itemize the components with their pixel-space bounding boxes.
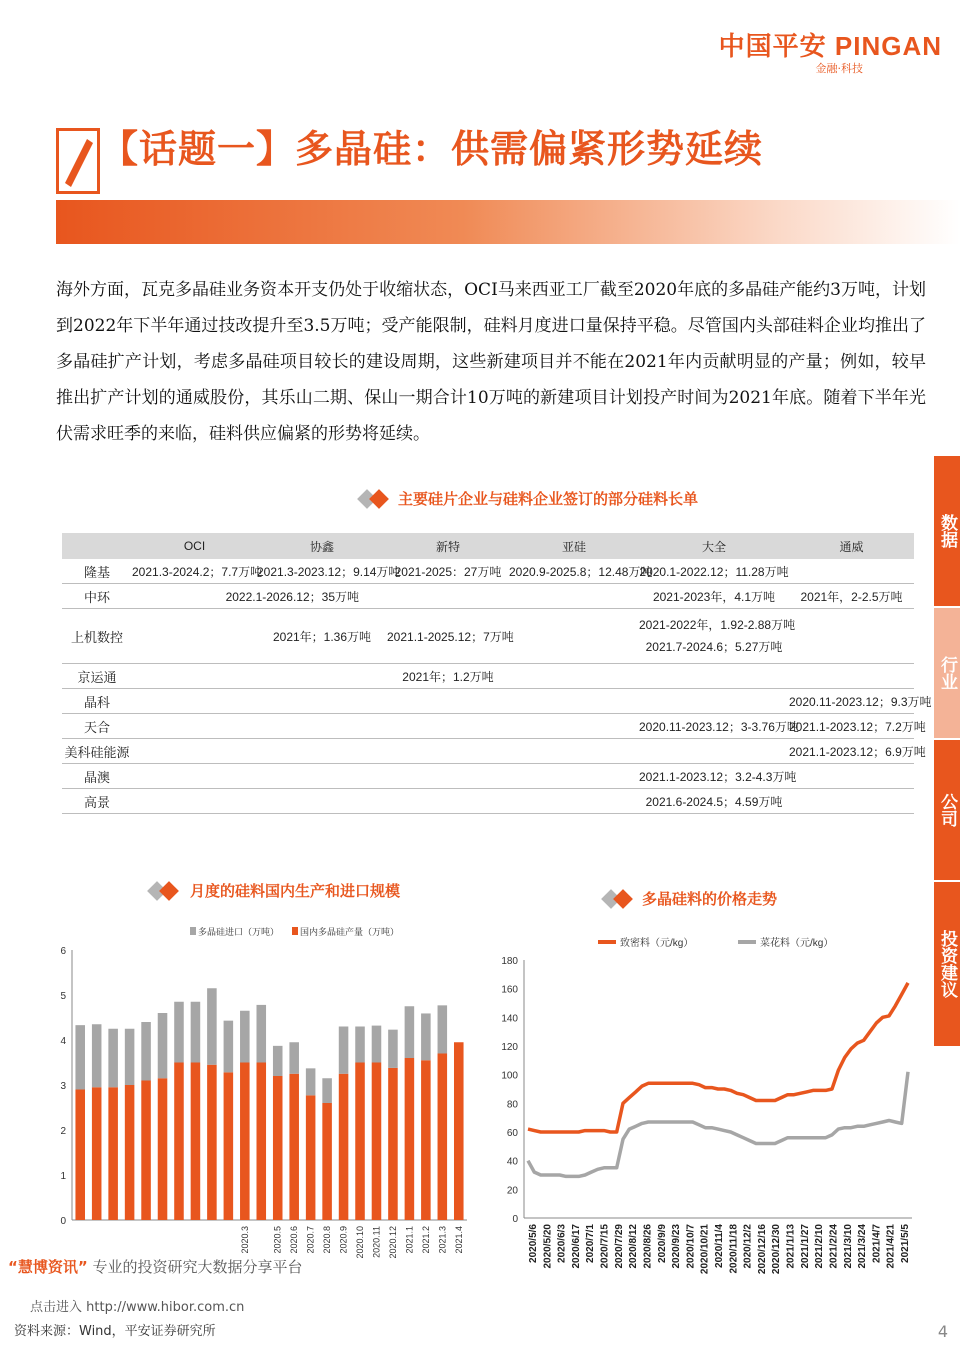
y-tick-label: 2 <box>60 1126 66 1137</box>
x-tick-label: 2020/12/16 <box>756 1224 768 1275</box>
table-cell: 2020.11-2023.12；3-3.76万吨 <box>639 714 789 739</box>
x-tick-label: 2021/1/13 <box>785 1224 797 1269</box>
x-tick-label: 2020/8/26 <box>642 1224 654 1269</box>
table-row <box>62 789 914 814</box>
table-cell: 2021.3-2023.12；9.14万吨 <box>257 559 387 584</box>
bar-production <box>322 1103 332 1220</box>
y-tick-label: 160 <box>501 984 518 996</box>
row-name: 天合 <box>62 714 132 739</box>
legend-swatch <box>190 927 196 935</box>
bar-import <box>108 1029 118 1088</box>
sidebar-tab-data[interactable]: 数据 <box>934 456 960 606</box>
bar-import <box>388 1030 398 1068</box>
y-tick-label: 40 <box>506 1156 518 1168</box>
table-cell: 2021.1-2025.12；7万吨 <box>387 609 509 664</box>
table-cell: 2021.6-2024.5；4.59万吨 <box>639 789 789 814</box>
x-tick-label: 2020.7 <box>305 1226 316 1254</box>
x-tick-label: 2021.1 <box>404 1226 415 1254</box>
pencil-icon <box>59 131 97 191</box>
bar-production <box>158 1078 168 1220</box>
x-tick-label: 2020.3 <box>239 1226 250 1254</box>
bar-production <box>405 1058 415 1220</box>
table-cell-line: 2021-2022年，1.92-2.88万吨 <box>639 618 796 632</box>
table-cell: 2021.1-2023.12；7.2万吨 <box>789 714 914 739</box>
table-cell: 2021.3-2024.2；7.7万吨 <box>132 559 257 584</box>
table-cell: 2020.11-2023.12；9.3万吨 <box>789 689 914 714</box>
page-number: 4 <box>937 1322 948 1341</box>
row-name: 晶澳 <box>62 764 132 789</box>
x-tick-label: 2021/3/10 <box>842 1224 854 1269</box>
bar-import <box>438 1005 448 1053</box>
bar-import <box>339 1027 349 1074</box>
bar-import <box>207 988 217 1065</box>
table-header: 新特 <box>387 533 509 559</box>
legend-label: 多晶硅进口（万吨） <box>198 927 280 937</box>
body-paragraph: 海外方面，瓦克多晶硅业务资本开支仍处于收缩状态，OCI马来西亚工厂截至2020年底的多晶硅产能约3万吨，计划到2022年下半年通过技改提升至3.5万吨；受产能限制，硅料月度进口量保持平稳。尽管国内头部硅料企业均推出了多晶硅扩产计划，考虑多晶硅项目较长的建设周期，这些新建项目并不能在2021年内贡献明显的产量；例如，较早推出扩产计划的通威股份，其乐山二期、保山一期合计10万吨的新建项目计划投产时间为2021年底。随着下半年光伏需求旺季的来临，硅料供应偏紧的形势将延续。 <box>56 280 926 444</box>
watermark-text: 专业的投资研究大数据分享平台 <box>92 1258 303 1276</box>
row-name: 高景 <box>62 789 132 814</box>
bar-import <box>405 1006 415 1058</box>
bar-import <box>306 1068 316 1095</box>
table-row <box>62 689 914 714</box>
x-tick-label: 2021.4 <box>453 1226 464 1254</box>
bar-import <box>75 1025 85 1089</box>
bar-production <box>256 1063 266 1221</box>
x-tick-label: 2020/11/18 <box>728 1224 740 1274</box>
bar-production <box>207 1065 217 1220</box>
watermark-banner <box>8 1256 303 1277</box>
bar-import <box>158 1013 168 1078</box>
y-tick-label: 3 <box>60 1081 66 1092</box>
y-tick-label: 100 <box>501 1070 518 1082</box>
row-name: 晶科 <box>62 689 132 714</box>
right-chart-title: 多晶硅料的价格走势 <box>642 890 778 908</box>
bar-import <box>191 1002 201 1063</box>
y-tick-label: 0 <box>60 1216 66 1227</box>
bar-production <box>454 1042 464 1220</box>
x-tick-label: 2020.5 <box>272 1226 283 1254</box>
table-cell: 2021年；1.36万吨 <box>257 609 387 664</box>
production-import-chart <box>40 915 480 1315</box>
x-tick-label: 2020/12/30 <box>771 1224 783 1275</box>
bar-production <box>108 1087 118 1220</box>
legend-swatch <box>292 927 298 935</box>
logo-tagline: 金融·科技 <box>815 62 863 75</box>
bar-import <box>224 1021 234 1073</box>
x-tick-label: 2021/4/21 <box>885 1224 897 1269</box>
right-sidebar <box>934 456 960 1046</box>
y-tick-label: 6 <box>60 946 66 957</box>
bar-import <box>174 1002 184 1063</box>
x-tick-label: 2021/4/7 <box>871 1224 883 1263</box>
table-row <box>62 664 914 689</box>
table-row <box>62 559 914 584</box>
watermark-link[interactable]: 点击进入 http://www.hibor.com.cn <box>30 1300 245 1315</box>
table-cell: 2020.1-2022.12；11.28万吨 <box>639 559 789 584</box>
y-tick-label: 4 <box>60 1036 66 1047</box>
table-cell: 2021年；1.2万吨 <box>387 664 509 689</box>
y-tick-label: 180 <box>501 956 518 967</box>
bar-production <box>174 1063 184 1221</box>
legend-label: 致密料（元/kg） <box>620 938 694 949</box>
bar-import <box>256 1005 266 1063</box>
table-row <box>62 609 914 664</box>
x-tick-label: 2020/10/21 <box>699 1224 711 1275</box>
sidebar-tab-company[interactable]: 公司 <box>934 740 960 880</box>
y-tick-label: 60 <box>506 1128 518 1139</box>
y-tick-label: 140 <box>501 1013 518 1025</box>
bar-import <box>273 1046 283 1076</box>
row-name: 美科硅能源 <box>62 739 132 764</box>
x-tick-label: 2020.8 <box>322 1226 333 1254</box>
table-cell: 2021.1-2023.12；3.2-4.3万吨 <box>639 764 789 789</box>
y-tick-label: 5 <box>60 991 66 1002</box>
bar-production <box>224 1072 234 1220</box>
table-cell: 2021-2023年，4.1万吨 <box>639 584 789 609</box>
title-icon-box <box>56 128 100 194</box>
bar-import <box>92 1024 102 1087</box>
table-header <box>62 533 132 559</box>
y-tick-label: 80 <box>506 1099 518 1111</box>
bar-import <box>240 1011 250 1063</box>
bar-production <box>141 1081 151 1221</box>
table-header: 通威 <box>789 533 914 559</box>
bar-production <box>240 1063 250 1221</box>
bar-production <box>273 1076 283 1220</box>
x-tick-label: 2020/7/29 <box>613 1224 625 1269</box>
table-header: 大全 <box>639 533 789 559</box>
table-row <box>62 764 914 789</box>
source-note: 资料来源：Wind，平安证券研究所 <box>14 1324 216 1339</box>
x-tick-label: 2020/8/12 <box>628 1224 640 1269</box>
x-tick-label: 2020/9/23 <box>671 1224 683 1269</box>
y-tick-label: 0 <box>512 1214 518 1225</box>
table-header: OCI <box>132 533 257 559</box>
x-tick-label: 2021.3 <box>437 1226 448 1254</box>
contract-table <box>62 533 932 814</box>
y-tick-label: 20 <box>506 1185 518 1197</box>
x-tick-label: 2020/6/3 <box>556 1224 568 1263</box>
bar-production <box>421 1060 431 1220</box>
x-tick-label: 2021.2 <box>420 1226 431 1254</box>
watermark-brand: “慧博资讯” <box>8 1258 88 1276</box>
table-cell: 2021年，2-2.5万吨 <box>789 584 914 609</box>
x-tick-label: 2020.6 <box>289 1226 300 1254</box>
x-tick-label: 2020/5/20 <box>542 1224 554 1269</box>
bar-import <box>125 1029 135 1085</box>
x-tick-label: 2020/7/15 <box>599 1224 611 1269</box>
x-tick-label: 2020/9/9 <box>656 1224 668 1263</box>
title-band <box>56 200 960 244</box>
bar-production <box>388 1068 398 1220</box>
bar-production <box>355 1063 365 1221</box>
table-header-row <box>62 533 914 559</box>
bar-production <box>125 1085 135 1220</box>
x-tick-label: 2021/2/10 <box>814 1224 826 1269</box>
table-header: 协鑫 <box>257 533 387 559</box>
legend-label: 菜花料（元/kg） <box>760 938 834 949</box>
bar-import <box>421 1013 431 1060</box>
y-tick-label: 1 <box>60 1171 66 1182</box>
x-tick-label: 2020/5/6 <box>528 1224 539 1263</box>
x-tick-label: 2020/12/2 <box>742 1224 754 1269</box>
bar-production <box>191 1063 201 1221</box>
x-tick-label: 2020.9 <box>338 1226 349 1254</box>
pingan-logo: 中国平安 PINGAN <box>718 31 942 61</box>
bar-production <box>372 1063 382 1221</box>
table-row <box>62 739 914 764</box>
x-tick-label: 2020.12 <box>387 1226 398 1259</box>
series-line <box>528 983 908 1132</box>
x-tick-label: 2020/11/4 <box>714 1224 725 1268</box>
bar-production <box>339 1074 349 1220</box>
row-name: 上机数控 <box>62 609 132 664</box>
y-tick-label: 120 <box>501 1042 518 1053</box>
page-title: 【话题一】多晶硅：供需偏紧形势延续 <box>100 126 764 171</box>
bar-production <box>306 1095 316 1220</box>
bar-import <box>322 1078 332 1103</box>
sidebar-tab-industry[interactable]: 行业 <box>934 608 960 738</box>
sidebar-tab-investment[interactable]: 投资建议 <box>934 882 960 1046</box>
table-cell: 2022.1-2026.12；35万吨 <box>132 584 387 609</box>
row-name: 中环 <box>62 584 132 609</box>
x-tick-label: 2020/10/7 <box>685 1224 697 1269</box>
bar-import <box>372 1026 382 1063</box>
table-cell-line: 2021.7-2024.6；5.27万吨 <box>645 640 783 654</box>
x-tick-label: 2020.10 <box>355 1226 366 1259</box>
x-tick-label: 2020/6/17 <box>570 1224 582 1269</box>
bar-production <box>438 1054 448 1221</box>
bar-import <box>355 1027 365 1063</box>
table-cell: 2021.1-2023.12；6.9万吨 <box>789 739 914 764</box>
bar-chart-svg <box>40 915 480 1315</box>
table-cell: 2021-2025：27万吨 <box>387 559 509 584</box>
table-cell <box>639 609 796 664</box>
table-cell <box>789 559 914 584</box>
x-tick-label: 2021/2/24 <box>828 1224 840 1269</box>
bar-import <box>141 1022 151 1081</box>
x-tick-label: 2021/3/24 <box>857 1224 869 1269</box>
bar-production <box>75 1090 85 1221</box>
x-tick-label: 2021/5/5 <box>900 1224 911 1263</box>
x-tick-label: 2020/7/1 <box>585 1224 597 1263</box>
row-name: 京运通 <box>62 664 132 689</box>
legend-label: 国内多晶硅产量（万吨） <box>300 927 400 937</box>
bar-production <box>289 1074 299 1220</box>
row-name: 隆基 <box>62 559 132 584</box>
bar-import <box>289 1042 299 1074</box>
x-tick-label: 2020.11 <box>371 1226 382 1258</box>
table-row <box>62 584 914 609</box>
price-trend-chart <box>490 925 920 1315</box>
table-cell: 2020.9-2025.8；12.48万吨 <box>509 559 639 584</box>
x-tick-label: 2021/1/27 <box>799 1224 811 1269</box>
table-title: 主要硅片企业与硅料企业签订的部分硅料长单 <box>398 490 699 508</box>
bar-production <box>92 1087 102 1220</box>
left-chart-title: 月度的硅料国内生产和进口规模 <box>190 882 401 900</box>
line-chart-svg <box>490 925 920 1315</box>
table-row <box>62 714 914 739</box>
table-header: 亚硅 <box>509 533 639 559</box>
